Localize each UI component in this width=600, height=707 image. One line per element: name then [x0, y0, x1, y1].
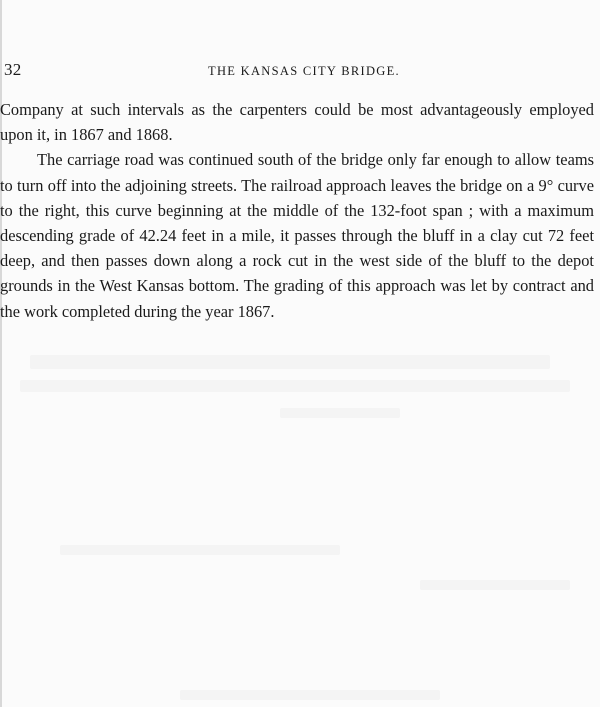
bleed-through-mark — [280, 408, 400, 418]
running-head: THE KANSAS CITY BRIDGE. — [208, 64, 400, 78]
paragraph-continuation: Company at such intervals as the carpenters could be most advantageously employed upon it, in 1867 and 1868. — [0, 100, 594, 145]
paragraph-carriage-road: The carriage road was continued south of the bridge only far enough to allow teams to turn off into the adjoining streets. The railroad approach leaves the bridge on a 9° curve to the right, this curve beginning at the middle of the 132-foot span ; with a maximum descending grade of 42.24 feet in a mile, it passes through the bluff in a clay cut 72 feet deep, and then passes down along a rock cut in the west side of the bluff to the depot grounds in the West Kansas bottom. The grading of this approach was let by contract and the work completed during the year 1867. — [0, 150, 594, 321]
bleed-through-mark — [30, 355, 550, 369]
page-header — [4, 60, 592, 84]
page-number: 32 — [4, 60, 22, 79]
body-text — [0, 97, 594, 324]
bleed-through-mark — [20, 380, 570, 392]
bleed-through-mark — [60, 545, 340, 555]
bleed-through-mark — [420, 580, 570, 590]
bleed-through-mark — [180, 690, 440, 700]
